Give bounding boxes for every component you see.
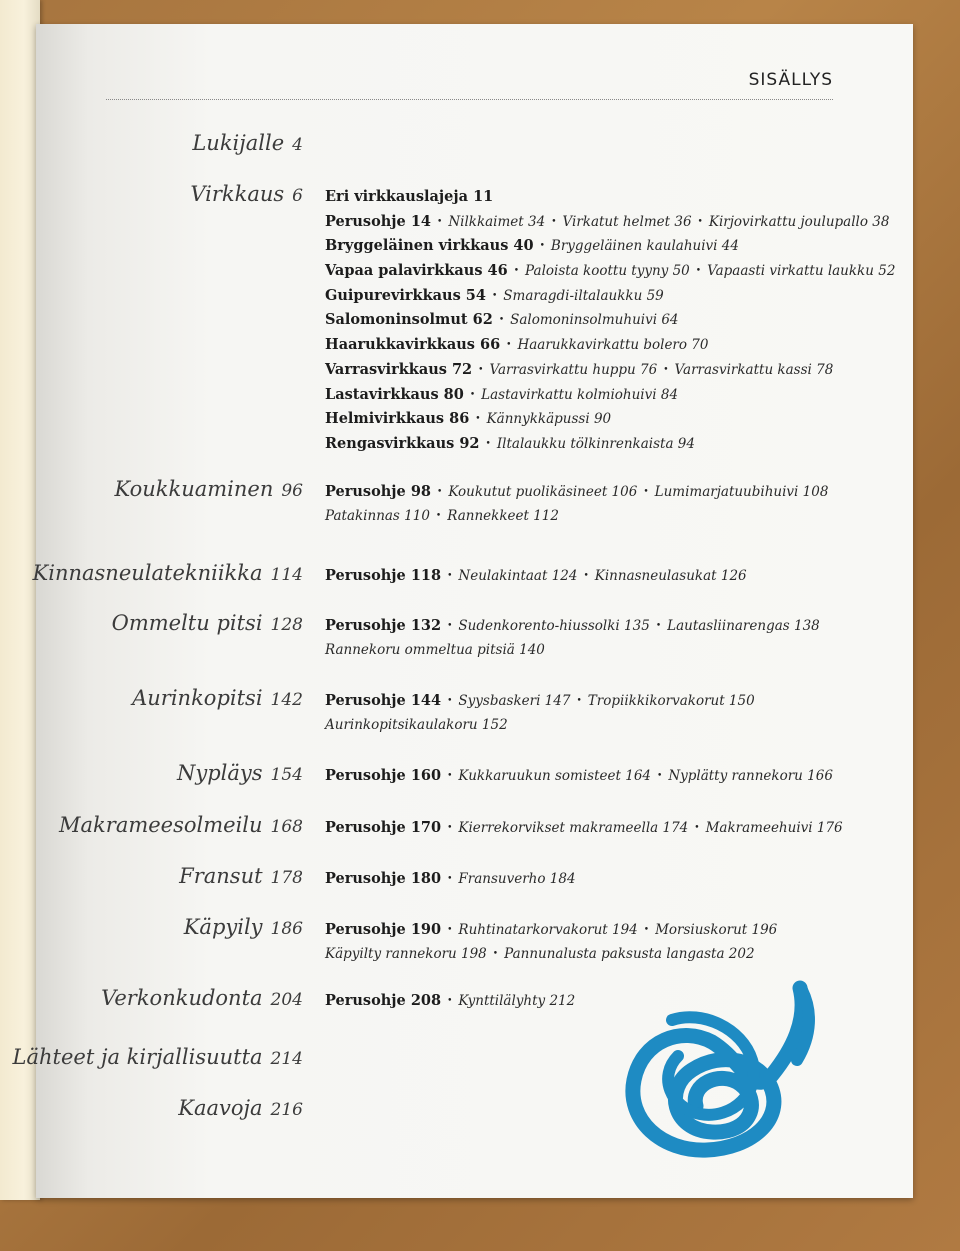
- toc-line: [325, 213, 895, 238]
- bullet-icon: •: [551, 216, 557, 227]
- toc-line: [325, 336, 895, 361]
- section-title-text: Ommeltu pitsi: [111, 611, 263, 635]
- toc-main-entry: Perusohje 118: [325, 567, 442, 584]
- section-page-number: 214: [270, 1049, 303, 1069]
- section-page-number: 4: [292, 135, 303, 155]
- toc-main-entry: Perusohje 144: [325, 692, 442, 709]
- toc-sub-entry: Kynttilälyhty 212: [458, 993, 576, 1009]
- toc-line: [325, 921, 777, 946]
- toc-main-entry: Perusohje 180: [325, 870, 442, 887]
- section-page-number: 168: [270, 817, 303, 837]
- bullet-icon: •: [478, 364, 484, 375]
- section-page-number: 178: [270, 868, 303, 888]
- bullet-icon: •: [447, 996, 453, 1006]
- section-title: [101, 986, 303, 1010]
- section-entries: [325, 819, 843, 844]
- bullet-icon: •: [694, 823, 700, 833]
- section-title-text: Virkkaus: [190, 182, 285, 206]
- toc-main-entry: Bryggeläinen virkkaus 40: [325, 237, 534, 255]
- toc-line: [325, 435, 895, 460]
- toc-line: [325, 642, 820, 667]
- toc-sub-entry: Vapaasti virkattu laukku 52: [707, 263, 896, 280]
- toc-sub-entry: Neulakintaat 124: [458, 568, 578, 584]
- section-title: [13, 1045, 303, 1069]
- toc-main-entry: Perusohje 14: [325, 212, 431, 230]
- section-title-text: Verkonkudonta: [101, 986, 263, 1010]
- toc-sub-entry: Fransuverho 184: [458, 871, 576, 887]
- toc-main-entry: Rengasvirkkaus 92: [325, 434, 480, 452]
- toc-line: [325, 617, 820, 642]
- section-title: [192, 131, 303, 155]
- bullet-icon: •: [475, 414, 481, 425]
- toc-line: [325, 567, 747, 592]
- facing-page-edge: [0, 0, 40, 1200]
- toc-main-entry: Eri virkkauslajeja 11: [325, 188, 494, 205]
- toc-sub-entry: Nyplätty rannekoru 166: [668, 768, 833, 784]
- section-entries: [325, 567, 747, 592]
- bullet-icon: •: [663, 364, 669, 375]
- toc-line: [325, 262, 895, 287]
- section-page-number: 114: [270, 565, 303, 585]
- section-title: [112, 611, 303, 635]
- section-title-text: Käpyily: [183, 915, 263, 939]
- toc-sub-entry: Salomoninsolmuhuivi 64: [510, 312, 679, 329]
- toc-line: [325, 386, 895, 411]
- toc-sub-entry: Syysbaskeri 147: [458, 693, 571, 709]
- section-entries: [325, 617, 820, 666]
- toc-sub-entry: Virkatut helmet 36: [562, 213, 692, 230]
- section-title: [33, 561, 303, 585]
- toc-line: [325, 946, 777, 971]
- section-page-number: 96: [281, 481, 303, 501]
- bullet-icon: •: [447, 621, 453, 631]
- section-entries: [325, 921, 777, 970]
- bullet-icon: •: [437, 216, 443, 227]
- bullet-icon: •: [485, 438, 491, 449]
- toc-sub-entry: Rannekkeet 112: [447, 507, 559, 524]
- toc-main-entry: Helmivirkkaus 86: [325, 410, 470, 428]
- toc-line: [325, 992, 575, 1017]
- bullet-icon: •: [513, 266, 520, 277]
- section-title-text: Fransut: [179, 864, 263, 888]
- section-title-text: Lähteet ja kirjallisuutta: [12, 1045, 263, 1069]
- toc-line: [325, 819, 843, 844]
- section-title-text: Nypläys: [176, 761, 263, 785]
- section-page-number: 154: [270, 765, 303, 785]
- section-title: [190, 182, 303, 206]
- toc-main-entry: Guipurevirkkaus 54: [325, 286, 486, 304]
- section-title: [178, 1096, 303, 1120]
- toc-line: [325, 410, 895, 435]
- section-page-number: 204: [270, 990, 303, 1010]
- toc-main-entry: Vapaa palavirkkaus 46: [325, 262, 508, 280]
- toc-sub-entry: Nilkkaimet 34: [448, 213, 546, 230]
- toc-line: [325, 311, 895, 336]
- section-title: [184, 915, 303, 939]
- toc-line: [325, 188, 895, 213]
- section-entries: [325, 188, 895, 460]
- section-title-text: Makrameesolmeilu: [59, 813, 263, 837]
- toc-main-entry: Perusohje 160: [325, 767, 442, 784]
- toc-line: [325, 767, 833, 792]
- toc-main-entry: Salomoninsolmut 62: [325, 311, 493, 329]
- toc-sub-entry: Kirjovirkattu joulupallo 38: [708, 213, 890, 230]
- section-entries: [325, 692, 755, 741]
- toc-sub-entry: Lautasliinarengas 138: [667, 618, 820, 634]
- blue-yarn-loop-icon: [612, 980, 842, 1195]
- toc-sub-entry: Lumimarjatuubihuivi 108: [654, 484, 829, 500]
- section-title-text: Kinnasneulatekniikka: [32, 561, 263, 585]
- bullet-icon: •: [643, 925, 650, 935]
- section-page-number: 216: [270, 1100, 303, 1120]
- toc-main-entry: Perusohje 190: [325, 921, 442, 938]
- bullet-icon: •: [498, 315, 505, 326]
- toc-sub-entry: Varrasvirkattu kassi 78: [674, 361, 834, 378]
- toc-line: [325, 237, 895, 262]
- toc-line: [325, 483, 828, 508]
- toc-sub-entry: Kinnasneulasukat 126: [594, 568, 747, 584]
- toc-line: [325, 361, 895, 386]
- toc-sub-entry: Morsiuskorut 196: [655, 922, 778, 938]
- toc-sub-entry: Iltalaukku tölkinrenkaista 94: [496, 435, 695, 452]
- bullet-icon: •: [447, 874, 453, 884]
- toc-sub-entry: Aurinkopitsikaulakoru 152: [325, 716, 508, 733]
- toc-main-entry: Perusohje 98: [325, 483, 431, 500]
- toc-sub-entry: Ruhtinatarkorvakorut 194: [458, 922, 638, 938]
- toc-sub-entry: Kierrekorvikset makrameella 174: [458, 820, 689, 836]
- toc-sub-entry: Kännykkäpussi 90: [486, 411, 612, 428]
- section-page-number: 186: [270, 919, 303, 939]
- toc-sub-entry: Patakinnas 110: [325, 507, 430, 524]
- toc-line: [325, 508, 828, 533]
- section-entries: [325, 483, 828, 532]
- toc-main-entry: Perusohje 170: [325, 819, 442, 836]
- section-page-number: 6: [292, 186, 303, 206]
- bullet-icon: •: [491, 290, 498, 301]
- bullet-icon: •: [447, 571, 453, 581]
- bullet-icon: •: [469, 389, 476, 400]
- toc-line: [325, 870, 576, 895]
- toc-sub-entry: Varrasvirkattu huppu 76: [489, 361, 658, 378]
- toc-sub-entry: Kukkaruukun somisteet 164: [458, 768, 651, 784]
- toc-sub-entry: Sudenkorento-hiussolki 135: [458, 618, 650, 634]
- section-title-text: Koukkuaminen: [114, 477, 274, 501]
- toc-main-entry: Haarukkavirkkaus 66: [325, 336, 501, 354]
- bullet-icon: •: [643, 487, 649, 497]
- page-header: SISÄLLYS: [748, 70, 833, 90]
- bullet-icon: •: [447, 823, 453, 833]
- toc-sub-entry: Käpyilty rannekoru 198: [325, 945, 487, 962]
- toc-sub-entry: Makrameehuivi 176: [705, 820, 843, 836]
- bullet-icon: •: [506, 340, 512, 351]
- bullet-icon: •: [435, 510, 442, 521]
- toc-sub-entry: Tropiikkikorvakorut 150: [587, 693, 755, 709]
- toc-sub-entry: Haarukkavirkattu bolero 70: [517, 337, 709, 354]
- bullet-icon: •: [655, 621, 662, 631]
- section-page-number: 128: [270, 615, 303, 635]
- section-title-text: Aurinkopitsi: [132, 686, 263, 710]
- section-page-number: 142: [270, 690, 303, 710]
- bullet-icon: •: [447, 925, 453, 935]
- toc-sub-entry: Bryggeläinen kaulahuivi 44: [550, 238, 739, 255]
- bullet-icon: •: [437, 487, 443, 497]
- section-entries: [325, 870, 576, 895]
- bullet-icon: •: [695, 266, 702, 277]
- toc-main-entry: Perusohje 132: [325, 617, 442, 634]
- bullet-icon: •: [697, 216, 703, 227]
- toc-main-entry: Varrasvirkkaus 72: [325, 360, 473, 378]
- toc-sub-entry: Koukutut puolikäsineet 106: [448, 484, 638, 500]
- header-dotted-rule: [106, 99, 833, 100]
- toc-sub-entry: Lastavirkattu kolmiohuivi 84: [481, 386, 679, 403]
- toc-main-entry: Lastavirkkaus 80: [325, 385, 464, 403]
- section-title-text: Lukijalle: [192, 131, 285, 155]
- bullet-icon: •: [539, 241, 545, 252]
- section-title: [132, 686, 303, 710]
- section-title: [114, 477, 303, 501]
- book-page: [12, 24, 913, 1198]
- bullet-icon: •: [447, 696, 453, 706]
- bullet-icon: •: [576, 696, 582, 706]
- section-entries: [325, 992, 575, 1017]
- section-entries: [325, 767, 833, 792]
- bullet-icon: •: [492, 948, 499, 959]
- toc-line: [325, 717, 755, 742]
- toc-sub-entry: Rannekoru ommeltua pitsiä 140: [325, 641, 545, 658]
- section-title-text: Kaavoja: [178, 1096, 263, 1120]
- bullet-icon: •: [583, 571, 589, 581]
- bullet-icon: •: [447, 771, 453, 781]
- section-title: [59, 813, 303, 837]
- toc-sub-entry: Paloista koottu tyyny 50: [525, 263, 690, 280]
- section-title: [177, 761, 303, 785]
- toc-line: [325, 692, 755, 717]
- bullet-icon: •: [657, 771, 663, 781]
- toc-sub-entry: Smaragdi-iltalaukku 59: [503, 287, 664, 304]
- toc-main-entry: Perusohje 208: [325, 992, 442, 1009]
- section-title: [179, 864, 303, 888]
- toc-line: [325, 287, 895, 312]
- toc-sub-entry: Pannunalusta paksusta langasta 202: [504, 945, 755, 962]
